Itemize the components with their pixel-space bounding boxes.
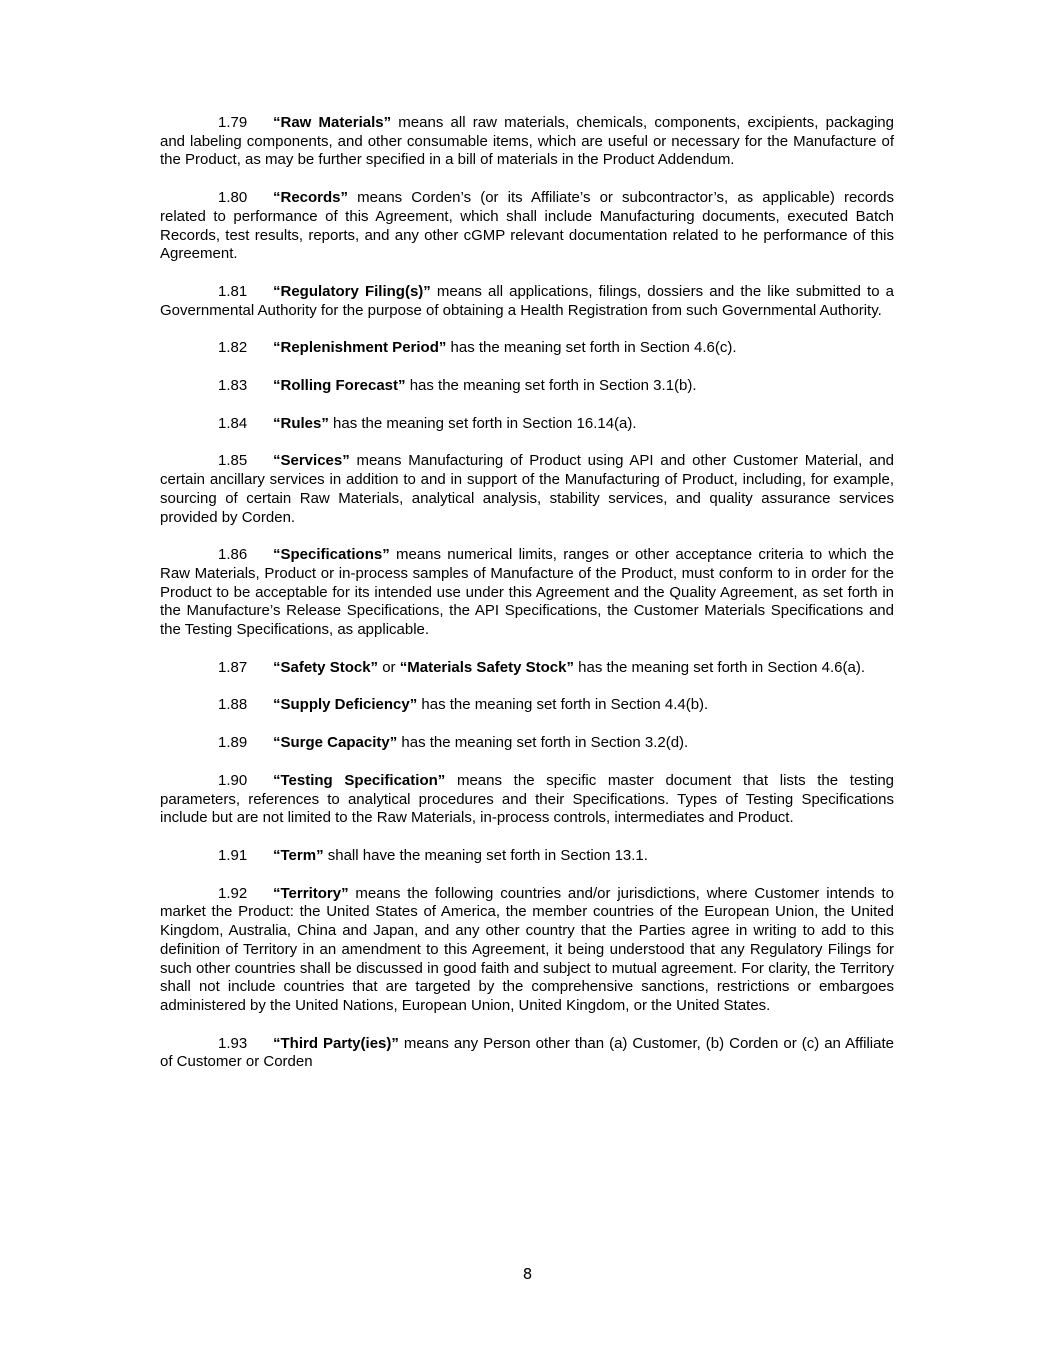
section-number: 1.89 (218, 734, 248, 752)
definition-paragraph (160, 452, 894, 527)
defined-term: “Replenishment Period” (273, 339, 447, 357)
definition-text: has the meaning set forth in Section 4.4(b). (417, 696, 709, 714)
definition-text: has the meaning set forth in Section 3.1(b). (405, 377, 697, 395)
definition-text: means any Person other than (a) Customer, (b) Corden or (c) an Affiliate of Customer or Corden (160, 1034, 894, 1071)
definition-paragraph (160, 885, 894, 1016)
definition-text: has the meaning set forth in Section 4.6(c). (446, 339, 737, 357)
definition-paragraph (160, 339, 894, 358)
definition-paragraph (160, 847, 894, 866)
definition-text: has the meaning set forth in Section 4.6(a). (573, 658, 865, 676)
document-body (160, 114, 894, 1091)
page-number: 8 (522, 1265, 533, 1283)
definition-paragraph (160, 734, 894, 753)
section-number: 1.86 (218, 546, 248, 564)
definition-text: means Manufacturing of Product using API and other Customer Material, and certain ancillary services in addition to and in support of the Manufacturing of Product, including, for example, sourcing of certain Raw Materials, analytical analysis, stability services, and quality assurance services provided by Corden. (160, 452, 894, 526)
defined-term: “Records” (273, 189, 349, 207)
definition-paragraph (160, 546, 894, 640)
defined-term: “Rules” (273, 414, 329, 432)
defined-term: “Surge Capacity” (273, 734, 398, 752)
definition-paragraph (160, 1035, 894, 1072)
section-number: 1.80 (218, 189, 248, 207)
definition-paragraph (160, 659, 894, 678)
defined-term: “Testing Specification” (273, 771, 446, 789)
section-number: 1.91 (218, 846, 248, 864)
definition-text: means the specific master document that lists the testing parameters, references to analytical procedures and their Specifications. Types of Testing Specifications include but are not limited to the Raw Materials, in-process controls, intermediates and Product. (160, 771, 895, 827)
definition-text: means all raw materials, chemicals, components, excipients, packaging and labeling components, and other consumable items, which are useful or necessary for the Manufacture of the Product, as may be further specified in a bill of materials in the Product Addendum. (160, 114, 894, 169)
definition-paragraph (160, 283, 894, 320)
section-number: 1.83 (218, 377, 248, 395)
section-number: 1.92 (218, 884, 248, 902)
definition-paragraph (160, 415, 894, 434)
definition-text: or (378, 658, 400, 676)
definition-paragraph (160, 377, 894, 396)
definition-paragraph (160, 189, 894, 264)
definition-text: shall have the meaning set forth in Section 13.1. (323, 846, 648, 864)
defined-term: “Supply Deficiency” (273, 696, 418, 714)
section-number: 1.88 (218, 696, 248, 714)
section-number: 1.81 (218, 282, 248, 300)
defined-term: “Specifications” (273, 546, 390, 564)
section-number: 1.82 (218, 339, 248, 357)
definition-paragraph (160, 696, 894, 715)
definition-text: means numerical limits, ranges or other acceptance criteria to which the Raw Materials, Product or in-process samples of Manufacture of the Product, must conform to in order for the Product to be acceptable for its intended use under this Agreement and the Quality Agreement, as set forth in the Manufacture’s Release Specifications, the API Specifications, the Customer Materials Specifications and the Testing Specifications, as applicable. (160, 546, 894, 639)
definition-paragraph (160, 114, 894, 170)
definition-paragraph (160, 772, 894, 828)
defined-term: “Materials Safety Stock” (399, 658, 574, 676)
definition-text: means Corden’s (or its Affiliate’s or subcontractor’s, as applicable) records related to performance of this Agreement, which shall include Manufacturing documents, executed Batch Records, test results, reports, and any other cGMP relevant documentation related to he performance of this Agreement. (160, 189, 894, 263)
defined-term: “Raw Materials” (273, 114, 392, 131)
definition-text: means the following countries and/or jurisdictions, where Customer intends to market the Product: the United States of America, the member countries of the European Union, the United Kingdom, Australia, China and Japan, and any other country that the Parties agree in writing to add to this definition of Territory in an amendment to this Agreement, it being understood that any Regulatory Filings for such other countries shall be discussed in good faith and subject to mutual agreement. For clarity, the Territory shall not include countries that are targeted by the comprehensive sanctions, restrictions or embargoes administered by the United Nations, European Union, United Kingdom, or the United States. (160, 884, 894, 1014)
defined-term: “Services” (273, 452, 350, 470)
defined-term: “Safety Stock” (273, 658, 379, 676)
section-number: 1.85 (218, 452, 248, 470)
section-number: 1.90 (218, 771, 248, 789)
definition-text: has the meaning set forth in Section 3.2(d). (397, 734, 689, 752)
defined-term: “Third Party(ies)” (273, 1034, 399, 1052)
section-number: 1.93 (218, 1034, 248, 1052)
defined-term: “Term” (273, 846, 324, 864)
section-number: 1.87 (218, 658, 248, 676)
defined-term: “Territory” (273, 884, 349, 902)
defined-term: “Rolling Forecast” (273, 377, 406, 395)
defined-term: “Regulatory Filing(s)” (273, 282, 431, 300)
definition-text: has the meaning set forth in Section 16.14(a). (328, 414, 637, 432)
section-number: 1.79 (218, 114, 248, 131)
section-number: 1.84 (218, 414, 248, 432)
definition-text: means all applications, filings, dossiers and the like submitted to a Governmental Authority for the purpose of obtaining a Health Registration from such Governmental Authority. (160, 282, 894, 319)
